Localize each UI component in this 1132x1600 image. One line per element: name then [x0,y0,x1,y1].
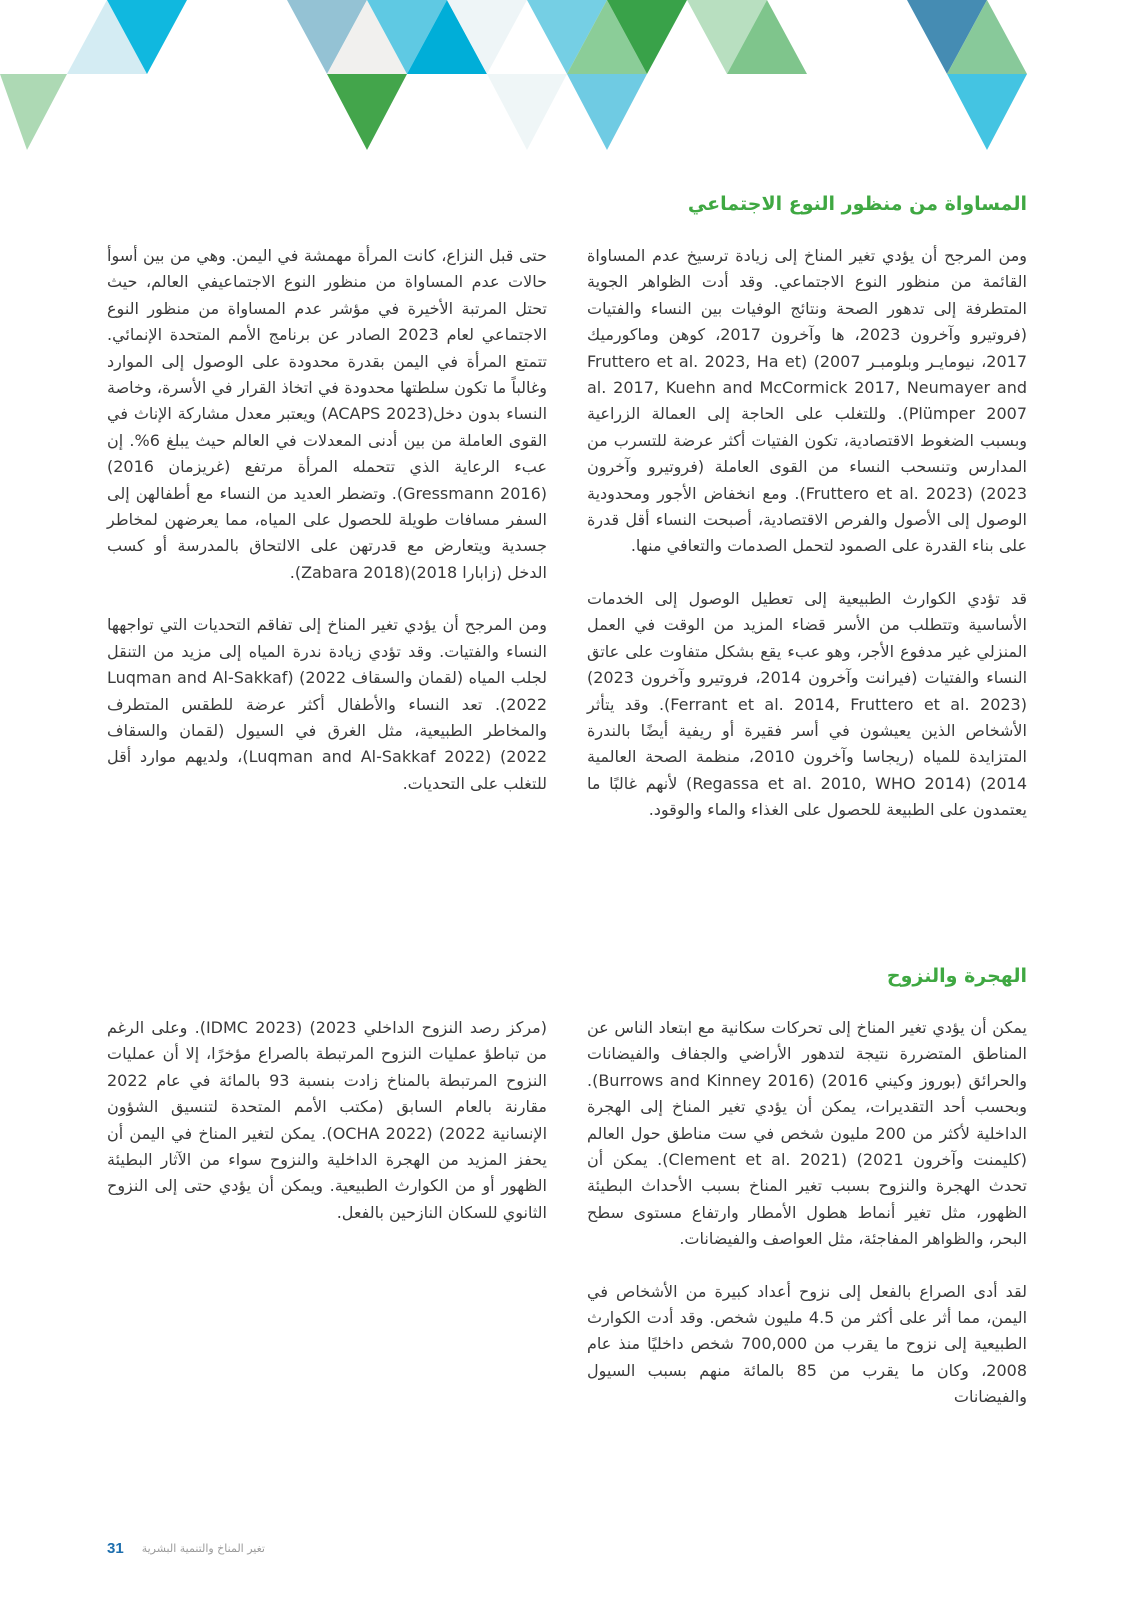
paragraph: (مركز رصد النزوح الداخلي 2023) (IDMC 2023). وعلى الرغم من تباطؤ عمليات النزوح المرتبطة بالصراع مؤخرًا، إلا أن عمليات النزوح المرتبطة بالمناخ زادت بنسبة 93 بالمائة في عام 2022 مقارنة بالعام السابق (مكتب الأمم المتحدة لتنسيق الشؤون الإنسانية 2022) (OCHA 2022). يمكن لتغير المناخ في اليمن أن يحفز المزيد من الهجرة الداخلية والنزوح سواء من الآثار البطيئة الظهور أو من الكوارث الطبيعية. ويمكن أن يؤدي حتى إلى النزوح الثانوي للسكان النازحين بالفعل. [107,1018,548,1222]
section-heading-gender-equality: المساواة من منظور النوع الاجتماعي [687,193,1027,215]
paragraph: قد تؤدي الكوارث الطبيعية إلى تعطيل الوصول إلى الخدمات الأساسية وتتطلب من الأسر قضاء المزيد من الوقت في العمل المنزلي غير مدفوع الأجر، وهو عبء يقع بشكل متفاوت على عاتق النساء والفتيات (فيرانت وآخرون 2014، فروتيرو وآخرون 2023) (Ferrant et al. 2014, Fruttero et al. 2023). وقد يتأثر الأشخاص الذين يعيشون في أسر فقيرة أو ريفية أيضًا بالندرة المتزايدة للمياه (ريجاسا وآخرون 2010، منظمة الصحة العالمية 2014) (Regassa et al. 2010, WHO 2014) لأنهم غالبًا ما يعتمدون على الطبيعة للحصول على الغذاء والماء والوقود. [587,588,1028,820]
column-right-migration [587,1015,1027,1437]
page-footer [107,1540,265,1557]
triangle-shape [947,74,1027,150]
triangle-shape [327,74,407,150]
decorative-triangle-banner [0,0,1132,160]
triangle-shape [567,74,647,150]
paragraph: يمكن أن يؤدي تغير المناخ إلى تحركات سكانية مع ابتعاد الناس عن المناطق المتضررة نتيجة لتدهور الأراضي والجفاف والفيضانات والحرائق (بوروز وكيني 2016) (Burrows and Kinney 2016). وبحسب أحد التقديرات، يمكن أن يؤدي تغير المناخ إلى الهجرة الداخلية لأكثر من 200 مليون شخص في ست مناطق حول العالم (كليمنت وآخرون 2021) (Clement et al. 2021). يمكن أن تحدث الهجرة والنزوح بسبب تغير المناخ بسبب الأحداث البطيئة الظهور، مثل تغير أنماط هطول الأمطار وارتفاع مستوى سطح البحر، والظواهر المفاجئة، مثل العواصف والفيضانات. [587,1018,1028,1249]
paragraph: لقد أدى الصراع بالفعل إلى نزوح أعداد كبيرة من الأشخاص في اليمن، مما أثر على أكثر من 4.5 مليون شخص. وقد أدت الكوارث الطبيعية إلى نزوح ما يقرب من 700,000 شخص داخليًا منذ عام 2008، وكان ما يقرب من 85 بالمائة منهم بسبب السيول والفيضانات [587,1281,1028,1407]
column-right-gender [587,243,1027,850]
page-number: 31 [107,1540,124,1557]
paragraph: ومن المرجح أن يؤدي تغير المناخ إلى زيادة ترسيخ عدم المساواة القائمة من منظور النوع الاجتماعي. وقد أدت الظواهر الجوية المتطرفة إلى تدهور الصحة ونتائج الوفيات بين النساء والفتيات (فروتيرو وآخرون 2023، ها وآخرون 2017، كوهن وماكورميك 2017، نيومايـر وبلومبـر 2007) (Fruttero et al. 2023, Ha et al. 2017, Kuehn and McCormick 2017, Neumayer and Plümper 2007). وللتغلب على الحاجة إلى العمالة الزراعية وبسبب الضغوط الاقتصادية، تكون الفتيات أكثر عرضة للتسرب من المدارس وتنسحب النساء من القوى العاملة (فروتيرو وآخرون 2023) (Fruttero et al. 2023). ومع انخفاض الأجور ومحدودية الوصول إلى الأصول والفرص الاقتصادية، أصبحت النساء أقل قدرة على بناء القدرة على الصمود لتحمل الصدمات والتعافي منها. [587,246,1028,556]
section-heading-migration-displacement: الهجرة والنزوح [886,965,1027,987]
paragraph: حتى قبل النزاع، كانت المرأة مهمشة في اليمن. وهي من بين أسوأ حالات عدم المساواة من منظور النوع الاجتماعيفي العالم، حيث تحتل المرتبة الأخيرة في مؤشر عدم المساواة من منظور النوع الاجتماعي لعام 2023 الصادر عن برنامج الأمم المتحدة الإنمائي. تتمتع المرأة في اليمن بقدرة محدودة على الوصول إلى الموارد وغالباً ما تكون سلطتها محدودة في اتخاذ القرار في الأسرة، وخاصة النساء بدون دخل(ACAPS 2023) ويعتبر معدل مشاركة الإناث في القوى العاملة من بين أدنى المعدلات في العالم حيث يبلغ 6%. إن عبء الرعاية الذي تتحمله المرأة مرتفع (غريزمان 2016) (Gressmann 2016). وتضطر العديد من النساء مع أطفالهن إلى السفر مسافات طويلة للحصول على المياه، مما يعرضهن لمخاطر جسدية ويتعارض مع قدرتهن على الالتحاق بالمدرسة أو كسب الدخل (زابارا 2018)(Zabara 2018). [107,246,548,582]
triangle-shape [487,74,567,150]
column-left-migration [107,1015,547,1252]
column-left-gender [107,243,547,823]
publication-title: تغير المناخ والتنمية البشرية [141,1542,265,1555]
triangle-shape [0,74,67,150]
paragraph: ومن المرجح أن يؤدي تغير المناخ إلى تفاقم التحديات التي تواجهها النساء والفتيات. وقد تؤدي زيادة ندرة المياه إلى مزيد من التنقل لجلب المياه (لقمان والسقاف 2022) (Luqman and Al-Sakkaf 2022). تعد النساء والأطفال أكثر عرضة للطقس المتطرف والمخاطر الطبيعية، مثل الغرق في السيول (لقمان والسقاف 2022) (Luqman and Al-Sakkaf 2022)، ولديهم موارد أقل للتغلب على التحديات. [107,615,548,793]
